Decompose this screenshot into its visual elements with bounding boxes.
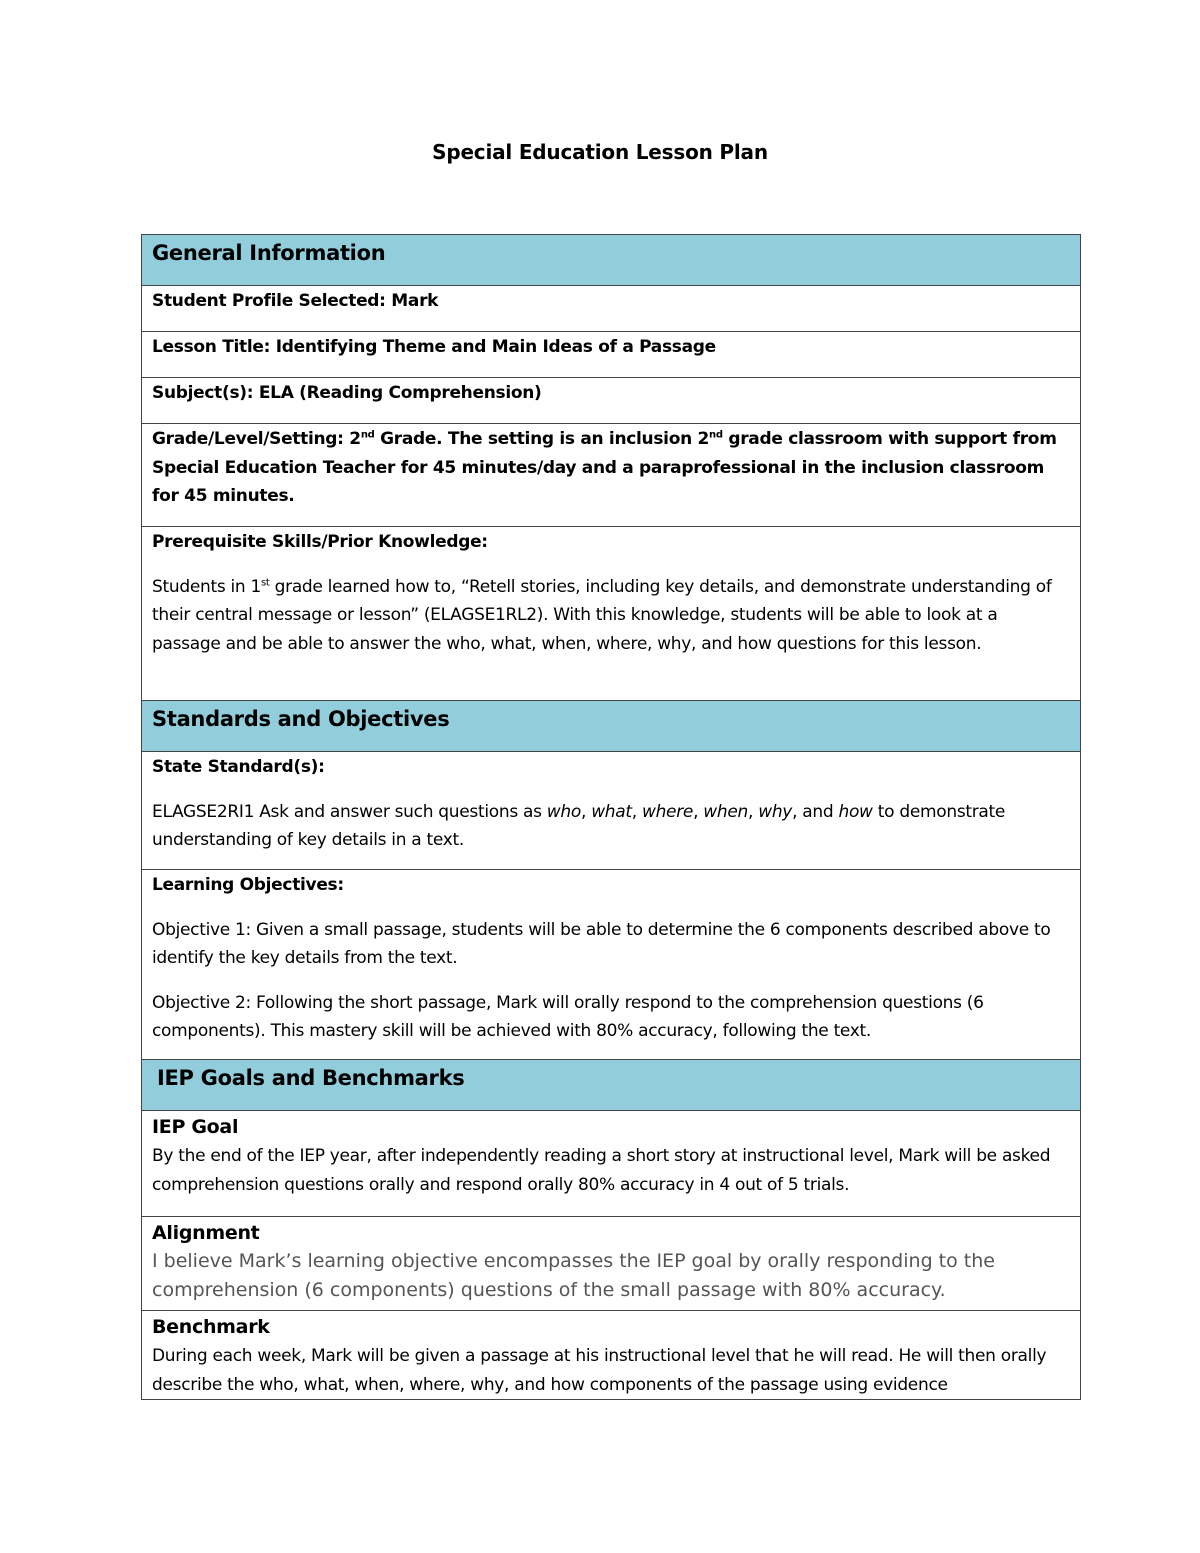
- grade-text-part-1: Grade/Level/Setting: 2: [152, 429, 361, 449]
- standard-comma-1: ,: [580, 801, 592, 822]
- general-information-header-row: [142, 235, 1081, 286]
- learning-objectives-row: [142, 870, 1081, 1060]
- iep-header-cell: [142, 1060, 1081, 1111]
- state-standards-text: [152, 798, 1070, 855]
- standard-comma-2: ,: [631, 801, 642, 822]
- alignment-cell: [142, 1217, 1081, 1311]
- general-information-header-cell: [142, 235, 1081, 286]
- prerequisite-superscript: st: [261, 576, 270, 588]
- standard-how: how: [838, 801, 873, 822]
- iep-goal-cell: [142, 1111, 1081, 1217]
- grade-level-setting-text: [152, 429, 1057, 506]
- state-standards-cell: [142, 752, 1081, 870]
- student-profile-cell: [142, 286, 1081, 332]
- prerequisite-text-part-2: grade learned how to, “Retell stories, including key details, and demonstrate understanding of their central message or lesson” (ELAGSE1RL2). With this knowledge, students will be able to look at a passage and be able to answer the who, what, when, where, why, and how questions for this lesson.: [152, 576, 1052, 654]
- standards-objectives-header-row: [142, 701, 1081, 752]
- iep-goal-label: IEP Goal: [152, 1116, 239, 1138]
- state-standards-label: State Standard(s):: [152, 757, 325, 777]
- iep-goal-row: [142, 1111, 1081, 1217]
- standard-when: when: [703, 801, 748, 822]
- standard-text-part-2: to demonstrate understanding of key details in a text.: [152, 801, 1006, 850]
- general-information-heading: General Information: [152, 241, 386, 265]
- iep-goal-text: By the end of the IEP year, after independently reading a short story at instructional level, Mark will be asked comprehension questions orally and respond orally 80% accuracy in 4 out of 5 trials.: [152, 1146, 1051, 1195]
- benchmark-row: [142, 1311, 1081, 1400]
- grade-superscript-2: nd: [709, 429, 723, 441]
- prerequisite-cell: [142, 527, 1081, 701]
- benchmark-cell: [142, 1311, 1081, 1400]
- standard-comma-5: , and: [792, 801, 839, 822]
- iep-header-row: [142, 1060, 1081, 1111]
- grade-level-setting-cell: [142, 424, 1081, 527]
- alignment-label: Alignment: [152, 1222, 260, 1244]
- document-title: Special Education Lesson Plan: [432, 140, 768, 164]
- standard-text-part-1: ELAGSE2RI1 Ask and answer such questions as: [152, 801, 547, 822]
- benchmark-text: During each week, Mark will be given a passage at his instructional level that he will read. He will then orally describe the who, what, when, where, why, and how components of the passage using evidence: [152, 1346, 1047, 1395]
- objective-1-text: Objective 1: Given a small passage, students will be able to determine the 6 components described above to identify the key details from the text.: [152, 919, 1051, 968]
- prerequisite-text: [152, 573, 1070, 659]
- standard-what: what: [591, 801, 632, 822]
- lesson-title-cell: [142, 332, 1081, 378]
- standard-comma-4: ,: [748, 801, 759, 822]
- alignment-text: I believe Mark’s learning objective encompasses the IEP goal by orally responding to the comprehension (6 components) questions of the small passage with 80% accuracy.: [152, 1250, 995, 1301]
- alignment-row: [142, 1217, 1081, 1311]
- grade-superscript-1: nd: [360, 429, 375, 441]
- student-profile-text: Student Profile Selected: Mark: [152, 291, 439, 311]
- lesson-title-row: [142, 332, 1081, 378]
- benchmark-label: Benchmark: [152, 1316, 270, 1338]
- standard-why: why: [758, 801, 793, 822]
- learning-objectives-label: Learning Objectives:: [152, 875, 344, 895]
- standard-who: who: [546, 801, 581, 822]
- iep-heading: IEP Goals and Benchmarks: [157, 1066, 465, 1090]
- lesson-plan-table: [141, 234, 1081, 1400]
- lesson-title-text: Lesson Title: Identifying Theme and Main Ideas of a Passage: [152, 337, 716, 357]
- standard-where: where: [641, 801, 694, 822]
- prerequisite-row: [142, 527, 1081, 701]
- grade-text-part-3: grade classroom with support from Special Education Teacher for 45 minutes/day and a paraprofessional in the inclusion classroom for 45 minutes.: [152, 429, 1057, 506]
- student-profile-row: [142, 286, 1081, 332]
- state-standards-row: [142, 752, 1081, 870]
- subjects-cell: [142, 378, 1081, 424]
- prerequisite-label: Prerequisite Skills/Prior Knowledge:: [152, 532, 488, 552]
- subjects-text: Subject(s): ELA (Reading Comprehension): [152, 383, 542, 403]
- standards-objectives-header-cell: [142, 701, 1081, 752]
- objective-2-text: Objective 2: Following the short passage, Mark will orally respond to the comprehension questions (6 components). This mastery skill will be achieved with 80% accuracy, following the text.: [152, 992, 984, 1041]
- grade-text-part-2: Grade. The setting is an inclusion 2: [374, 429, 710, 449]
- grade-level-setting-row: [142, 424, 1081, 527]
- learning-objectives-cell: [142, 870, 1081, 1060]
- subjects-row: [142, 378, 1081, 424]
- prerequisite-text-part-1: Students in 1: [152, 576, 261, 597]
- standards-objectives-heading: Standards and Objectives: [152, 707, 450, 731]
- standard-comma-3: ,: [693, 801, 704, 822]
